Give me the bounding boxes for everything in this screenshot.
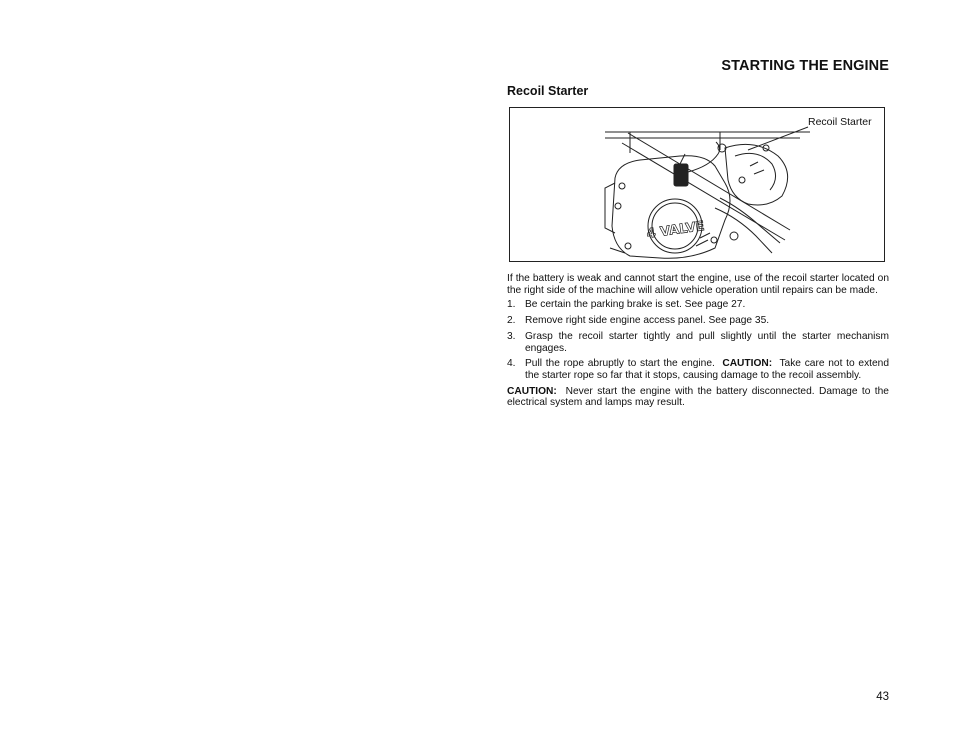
step-number: 4. xyxy=(507,358,516,370)
page-number: 43 xyxy=(876,691,889,703)
subsection-title: Recoil Starter xyxy=(507,84,589,98)
engine-illustration xyxy=(509,107,885,262)
engine-marking-text: 4 VALVE xyxy=(645,218,706,242)
list-item xyxy=(507,299,889,311)
engine-line-drawing xyxy=(510,108,885,262)
step-number: 3. xyxy=(507,330,516,342)
step-text: Be certain the parking brake is set. See page 27. xyxy=(525,299,746,311)
caution-text: Never start the engine with the battery disconnected. Damage to the electrical system and lamps may result. xyxy=(507,385,889,409)
caution-label: CAUTION: xyxy=(722,358,773,370)
step-number: 2. xyxy=(507,315,516,327)
step-text: Remove right side engine access panel. See page 35. xyxy=(525,315,770,327)
step-text: Pull the rope abruptly to start the engine. xyxy=(525,358,715,370)
step-number: 1. xyxy=(507,299,516,311)
list-item xyxy=(507,315,889,327)
caution-text: Take care not to extend the starter rope so far that it stops, causing damage to the recoil assembly. xyxy=(525,358,889,381)
step-text-group xyxy=(525,358,889,381)
step-text: Grasp the recoil starter tightly and pull slightly until the starter mechanism engages. xyxy=(525,330,889,354)
list-item xyxy=(507,358,889,381)
section-title: STARTING THE ENGINE xyxy=(721,58,889,74)
body-content xyxy=(507,273,889,409)
steps-list xyxy=(507,299,889,381)
figure-callout-label: Recoil Starter xyxy=(808,116,872,128)
caution-paragraph xyxy=(507,386,889,409)
caution-label: CAUTION: xyxy=(507,385,557,397)
list-item xyxy=(507,331,889,354)
intro-paragraph: If the battery is weak and cannot start the engine, use of the recoil starter located on the right side of the machine will allow vehicle operation until repairs can be made. xyxy=(507,273,889,296)
